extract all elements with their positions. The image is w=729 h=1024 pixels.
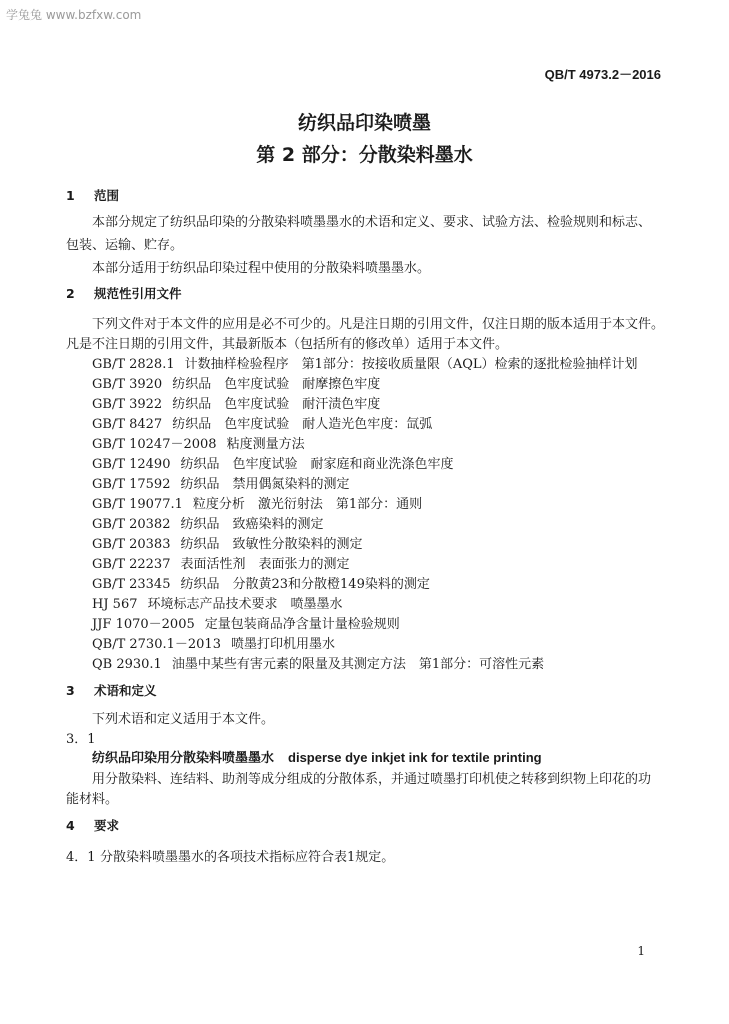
reference-title: 纺织品 致癌染料的测定 [180, 517, 324, 532]
reference-title: 定量包装商品净含量计量检验规则 [204, 617, 400, 632]
section-1-heading [66, 186, 119, 204]
reference-code: GB/T 22237 [92, 557, 171, 572]
watermark: 学兔兔 www.bzfxw.com [6, 8, 142, 22]
reference-code: GB/T 19077.1 [92, 497, 183, 512]
section-1-para2: 本部分适用于纺织品印染过程中使用的分散染料喷墨墨水。 [92, 261, 431, 276]
term-definition: 用分散染料、连结料、助剂等成分组成的分散体系，并通过喷墨打印机使之转移到织物上印花的功 [92, 772, 652, 787]
clause-3-1-number: 3．1 [66, 732, 96, 747]
section-2-intro-cont: 凡是不注日期的引用文件，其最新版本（包括所有的修改单）适用于本文件。 [66, 337, 509, 352]
document-title: 纺织品印染喷墨 [297, 112, 431, 134]
reference-item [92, 513, 324, 532]
term-chinese: 纺织品印染用分散染料喷墨墨水 [92, 751, 275, 766]
reference-code: GB/T 8427 [92, 417, 163, 432]
reference-item [92, 353, 638, 372]
section-2-number: 2 [66, 286, 75, 301]
reference-code: GB/T 2828.1 [92, 357, 175, 372]
section-3-heading [66, 681, 157, 699]
reference-title: 喷墨打印机用墨水 [230, 637, 335, 652]
reference-item [92, 633, 335, 652]
section-1-number: 1 [66, 188, 75, 203]
reference-code: GB/T 10247－2008 [92, 437, 217, 452]
section-1-para: 本部分规定了纺织品印染的分散染料喷墨墨水的术语和定义、要求、试验方法、检验规则和标志、 [92, 215, 652, 230]
reference-title: 纺织品 色牢度试验 耐汗渍色牢度 [172, 397, 381, 412]
reference-code: GB/T 12490 [92, 457, 171, 472]
section-4-number: 4 [66, 818, 75, 833]
reference-item [92, 573, 430, 592]
section-2-title: 规范性引用文件 [94, 286, 182, 301]
reference-item [92, 593, 343, 612]
page-number: 1 [637, 944, 645, 958]
standard-id: QB/T 4973.2－2016 [544, 67, 661, 82]
section-3-intro: 下列术语和定义适用于本文件。 [92, 712, 275, 727]
reference-item [92, 493, 422, 512]
reference-code: GB/T 20382 [92, 517, 171, 532]
section-2-intro: 下列文件对于本文件的应用是必不可少的。凡是注日期的引用文件，仅注日期的版本适用于本文件。 [92, 317, 665, 332]
reference-title: 纺织品 致敏性分散染料的测定 [180, 537, 363, 552]
reference-item [92, 613, 400, 632]
section-2-heading [66, 284, 182, 302]
section-3-title: 术语和定义 [94, 683, 157, 698]
reference-title: 计数抽样检验程序 第1部分：按接收质量限（AQL）检索的逐批检验抽样计划 [184, 357, 638, 372]
reference-item [92, 453, 454, 472]
term-english: disperse dye inkjet ink for textile printing [288, 750, 542, 765]
clause-4-1-text: 分散染料喷墨墨水的各项技术指标应符合表1规定。 [100, 850, 395, 865]
reference-title: 纺织品 色牢度试验 耐人造光色牢度：氙弧 [172, 417, 433, 432]
reference-title: 表面活性剂 表面张力的测定 [180, 557, 350, 572]
section-1-title: 范围 [94, 188, 120, 203]
reference-item [92, 533, 363, 552]
reference-item [92, 413, 432, 432]
reference-title: 纺织品 禁用偶氮染料的测定 [180, 477, 350, 492]
section-3-number: 3 [66, 683, 75, 698]
reference-item [92, 653, 544, 672]
reference-title: 粘度测量方法 [226, 437, 305, 452]
reference-code: GB/T 3920 [92, 377, 163, 392]
reference-title: 纺织品 分散黄23和分散橙149染料的测定 [180, 577, 430, 592]
reference-title: 环境标志产品技术要求 喷墨墨水 [147, 597, 343, 612]
term-entry [92, 747, 542, 766]
reference-title: 粒度分析 激光衍射法 第1部分：通则 [192, 497, 423, 512]
reference-title: 纺织品 色牢度试验 耐家庭和商业洗涤色牢度 [180, 457, 454, 472]
reference-code: GB/T 20383 [92, 537, 171, 552]
reference-item [92, 473, 350, 492]
reference-code: HJ 567 [92, 597, 138, 612]
reference-code: JJF 1070－2005 [92, 617, 195, 632]
reference-item [92, 393, 380, 412]
document-subtitle: 第 2 部分：分散染料墨水 [256, 144, 473, 166]
reference-code: QB 2930.1 [92, 657, 162, 672]
reference-item [92, 553, 350, 572]
clause-4-1-number: 4．1 [66, 850, 96, 865]
term-definition-cont: 能材料。 [66, 792, 119, 807]
reference-item [92, 433, 305, 452]
reference-title: 油墨中某些有害元素的限量及其测定方法 第1部分：可溶性元素 [171, 657, 545, 672]
reference-code: GB/T 17592 [92, 477, 171, 492]
section-4-heading [66, 816, 119, 834]
section-4-title: 要求 [94, 818, 120, 833]
clause-4-1 [66, 846, 394, 865]
reference-code: GB/T 3922 [92, 397, 163, 412]
section-1-para-cont: 包装、运输、贮存。 [66, 238, 184, 253]
reference-code: QB/T 2730.1－2013 [92, 637, 221, 652]
reference-code: GB/T 23345 [92, 577, 171, 592]
reference-title: 纺织品 色牢度试验 耐摩擦色牢度 [172, 377, 381, 392]
reference-item [92, 373, 380, 392]
